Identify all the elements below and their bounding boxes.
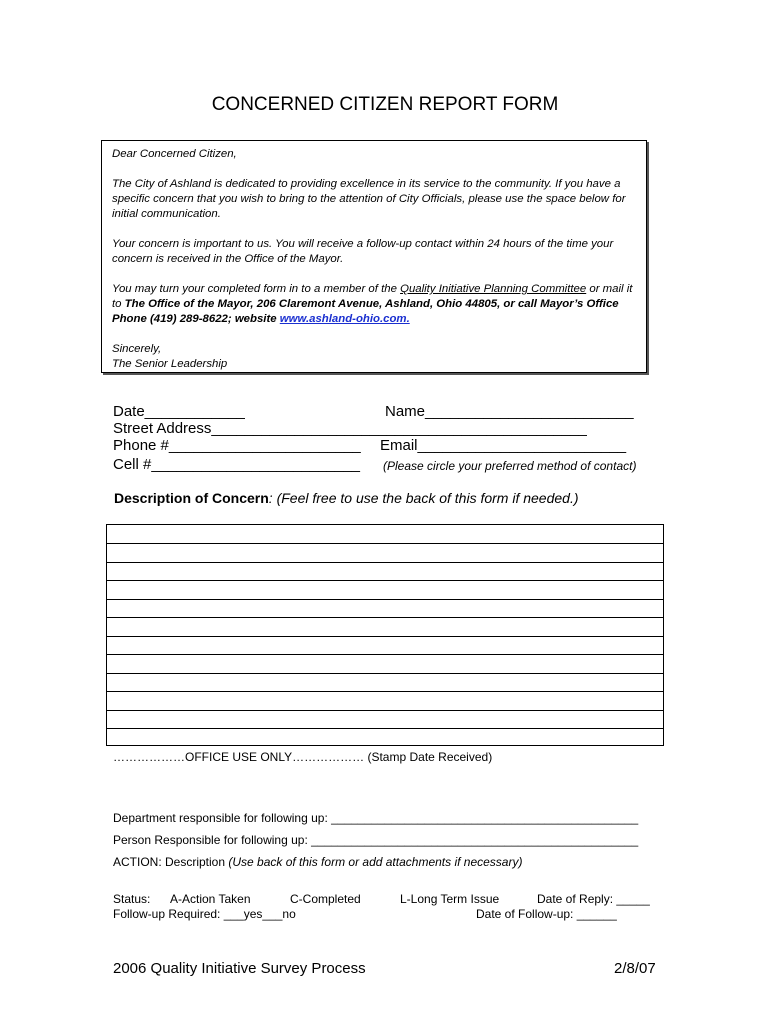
date-of-followup-field[interactable]: Date of Follow-up: ______	[476, 907, 617, 921]
office-dots-left: ………………	[113, 750, 185, 764]
office-use-label: OFFICE USE ONLY	[185, 750, 293, 764]
letter-paragraph-2: Your concern is important to us. You will receive a follow-up contact within 24 hours of the time your concern is received in the Office of the Mayor.	[112, 238, 614, 265]
stamp-label: (Stamp Date Received)	[364, 750, 493, 764]
letter-paragraph-1: The City of Ashland is dedicated to providing excellence in its service to the community. If you have a specific concern that you wish to bring to the attention of City Officials, please use the space below for initial communication.	[112, 178, 626, 220]
description-note: : (Feel free to use the back of this form if needed.)	[268, 490, 579, 506]
description-line	[107, 710, 663, 711]
action-label: ACTION: Description	[113, 855, 229, 869]
status-a[interactable]: A-Action Taken	[170, 892, 251, 906]
description-line	[107, 580, 663, 581]
description-line	[107, 691, 663, 692]
letter-signature: The Senior Leadership	[112, 358, 228, 370]
description-lines[interactable]	[106, 524, 664, 746]
person-field[interactable]: Person Responsible for following up: _________________________________________________	[113, 833, 639, 847]
letter-closing: Sincerely,	[112, 343, 162, 355]
letter-paragraph-3	[112, 282, 636, 327]
description-line	[107, 617, 663, 618]
name-field[interactable]: Name_________________________	[385, 403, 634, 420]
office-dots-right: ………………	[292, 750, 365, 764]
footer-date: 2/8/07	[614, 960, 656, 977]
description-line	[107, 673, 663, 674]
description-line	[107, 728, 663, 729]
description-line	[107, 654, 663, 655]
phone-field[interactable]: Phone #_______________________	[113, 437, 361, 454]
website-link[interactable]: www.ashland-ohio.com.	[279, 313, 410, 325]
cell-field[interactable]: Cell #_________________________	[113, 456, 360, 473]
mayor-contact: The Office of the Mayor, 206 Claremont Avenue, Ashland, Ohio 44805, or call Mayor’s Office Phone (419) 289-8622; website	[112, 298, 619, 325]
committee-link[interactable]: Quality Initiative Planning Committee	[400, 283, 587, 295]
street-address-field[interactable]: Street Address_____________________________________________	[113, 420, 587, 437]
footer-left: 2006 Quality Initiative Survey Process	[113, 960, 366, 977]
email-field[interactable]: Email_________________________	[380, 437, 627, 454]
office-use-heading	[113, 750, 492, 764]
description-label: Description of Concern	[114, 490, 269, 506]
followup-required-field[interactable]: Follow-up Required: ___yes___no	[113, 907, 296, 921]
status-label: Status:	[113, 892, 151, 906]
description-line	[107, 599, 663, 600]
department-field[interactable]: Department responsible for following up: ______________________________________________	[113, 811, 639, 825]
para3-start: You may turn your completed form in to a member of the	[112, 283, 401, 295]
date-of-reply-field[interactable]: Date of Reply: _____	[537, 892, 650, 906]
description-line	[107, 562, 663, 563]
page-title: CONCERNED CITIZEN REPORT FORM	[211, 94, 559, 115]
status-l[interactable]: L-Long Term Issue	[400, 892, 500, 906]
letter-box	[101, 140, 647, 373]
description-line	[107, 636, 663, 637]
action-description[interactable]	[113, 855, 522, 869]
description-heading	[114, 490, 579, 506]
date-field[interactable]: Date____________	[113, 403, 245, 420]
letter-greeting: Dear Concerned Citizen,	[112, 148, 237, 160]
description-line	[107, 543, 663, 544]
para3-mid: or mail it to	[112, 283, 633, 310]
status-c[interactable]: C-Completed	[290, 892, 361, 906]
action-note: (Use back of this form or add attachments if necessary)	[228, 855, 523, 869]
contact-note: (Please circle your preferred method of contact)	[383, 459, 637, 473]
